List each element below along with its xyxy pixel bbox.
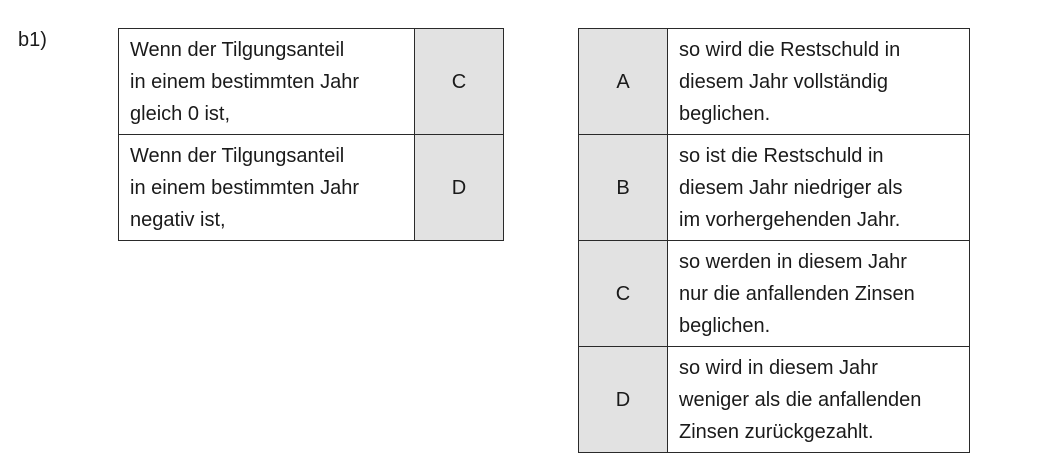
- statement-line: in einem bestimmten Jahr: [130, 176, 359, 199]
- statement-line: in einem bestimmten Jahr: [130, 70, 359, 93]
- option-line: nur die anfallenden Zinsen: [679, 282, 915, 305]
- option-line: beglichen.: [679, 102, 771, 125]
- option-line: beglichen.: [679, 314, 771, 337]
- option-line: diesem Jahr niedriger als: [679, 176, 903, 199]
- statement-line: Wenn der Tilgungsanteil: [130, 144, 345, 167]
- option-row: [579, 347, 970, 453]
- statement-row: [119, 135, 504, 241]
- statement-line: gleich 0 ist,: [130, 102, 231, 125]
- option-line: so werden in diesem Jahr: [679, 250, 907, 273]
- option-row: [579, 241, 970, 347]
- statement-row: [119, 29, 504, 135]
- option-letter: A: [579, 29, 668, 135]
- option-text: [668, 29, 970, 135]
- option-line: so wird in diesem Jahr: [679, 356, 878, 379]
- options-table: [578, 28, 970, 453]
- option-line: weniger als die anfallenden: [679, 388, 922, 411]
- statement-text: [119, 29, 415, 135]
- option-line: im vorhergehenden Jahr.: [679, 208, 901, 231]
- option-row: [579, 29, 970, 135]
- option-text: [668, 241, 970, 347]
- option-letter: D: [579, 347, 668, 453]
- statement-text: [119, 135, 415, 241]
- option-line: so wird die Restschuld in: [679, 38, 901, 61]
- option-text: [668, 347, 970, 453]
- statement-table: [118, 28, 504, 241]
- answer-cell[interactable]: C: [415, 29, 504, 135]
- task-label: b1): [18, 29, 47, 51]
- option-letter: B: [579, 135, 668, 241]
- option-line: so ist die Restschuld in: [679, 144, 884, 167]
- statement-line: negativ ist,: [130, 208, 226, 231]
- option-text: [668, 135, 970, 241]
- statement-line: Wenn der Tilgungsanteil: [130, 38, 345, 61]
- answer-cell[interactable]: D: [415, 135, 504, 241]
- option-line: Zinsen zurückgezahlt.: [679, 420, 874, 443]
- option-letter: C: [579, 241, 668, 347]
- option-row: [579, 135, 970, 241]
- option-line: diesem Jahr vollständig: [679, 70, 888, 93]
